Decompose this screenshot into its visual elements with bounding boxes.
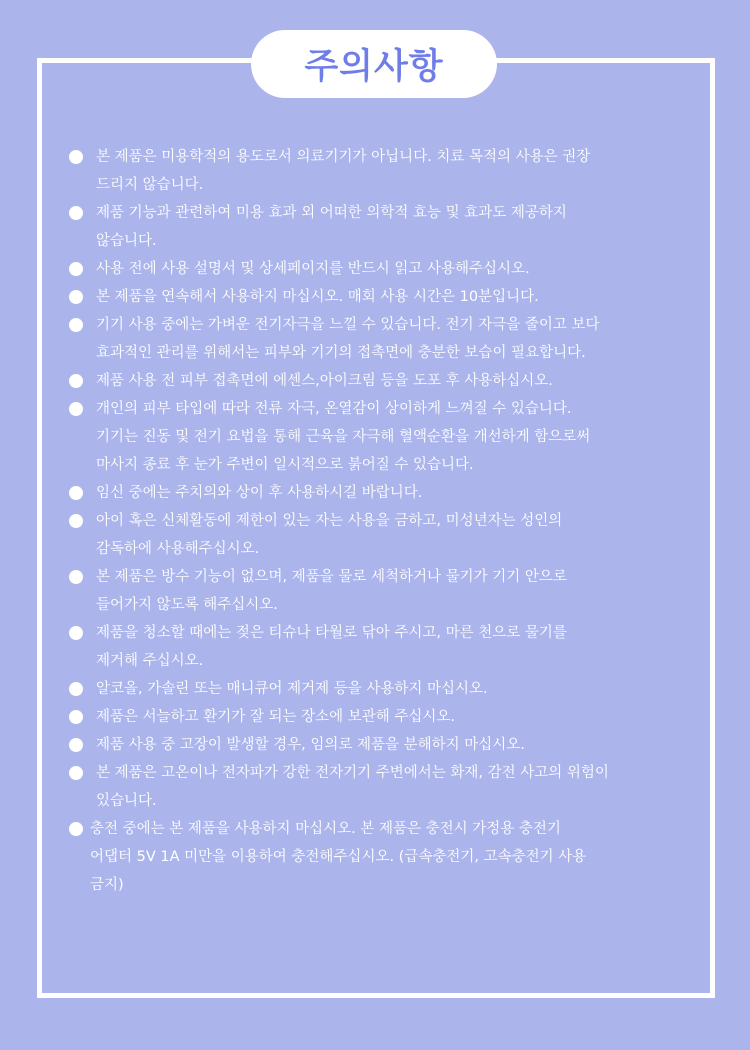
caution-text: 아이 혹은 신체활동에 제한이 있는 자는 사용을 금하고, 미성년자는 성인의 감독하에 사용해주십시오. <box>96 513 563 557</box>
caution-text: 본 제품은 방수 기능이 없으며, 제품을 물로 세척하거나 물기가 기기 안으로 들어가지 않도록 해주십시오. <box>96 569 567 613</box>
bullet-icon <box>69 374 83 388</box>
bullet-icon <box>69 262 83 276</box>
bullet-icon <box>69 626 83 640</box>
caution-item-2 <box>66 199 696 255</box>
caution-item-8 <box>66 479 696 507</box>
caution-item-6 <box>66 367 696 395</box>
bullet-icon <box>69 290 83 304</box>
caution-item-16 <box>66 815 696 899</box>
caution-item-10 <box>66 563 696 619</box>
caution-item-14 <box>66 731 696 759</box>
caution-item-7 <box>66 395 696 479</box>
caution-text: 제품 사용 전 피부 접촉면에 에센스,아이크림 등을 도포 후 사용하십시오. <box>96 373 553 389</box>
caution-text: 본 제품은 미용학적의 용도로서 의료기기가 아닙니다. 치료 목적의 사용은 권장 드리지 않습니다. <box>96 149 591 193</box>
bullet-icon <box>69 150 83 164</box>
caution-text: 본 제품을 연속해서 사용하지 마십시오. 매회 사용 시간은 10분입니다. <box>96 289 539 305</box>
caution-text: 제품을 청소할 때에는 젖은 티슈나 타월로 닦아 주시고, 마른 천으로 물기를 제거해 주십시오. <box>96 625 567 669</box>
caution-text: 기기 사용 중에는 가벼운 전기자극을 느낄 수 있습니다. 전기 자극을 줄이고 보다 효과적인 관리를 위해서는 피부와 기기의 접촉면에 충분한 보습이 필요합니다. <box>96 317 600 361</box>
caution-item-13 <box>66 703 696 731</box>
bullet-icon <box>69 570 83 584</box>
caution-text: 제품 기능과 관련하여 미용 효과 외 어떠한 의학적 효능 및 효과도 제공하지 않습니다. <box>96 205 567 249</box>
caution-item-11 <box>66 619 696 675</box>
caution-text: 사용 전에 사용 설명서 및 상세페이지를 반드시 읽고 사용해주십시오. <box>96 261 530 277</box>
bullet-icon <box>69 822 83 836</box>
caution-item-5 <box>66 311 696 367</box>
bullet-icon <box>69 710 83 724</box>
caution-text: 개인의 피부 타입에 따라 전류 자극, 온열감이 상이하게 느껴질 수 있습니다. 기기는 진동 및 전기 요법을 통해 근육을 자극해 혈액순환을 개선하게 함으로써 마사지 종료 후 눈가 주변이 일시적으로 붉어질 수 있습니다. <box>96 401 591 473</box>
caution-item-12 <box>66 675 696 703</box>
bullet-icon <box>69 738 83 752</box>
caution-list <box>66 143 696 899</box>
caution-text: 제품 사용 중 고장이 발생할 경우, 임의로 제품을 분해하지 마십시오. <box>96 737 525 753</box>
caution-text: 본 제품은 고온이나 전자파가 강한 전자기기 주변에서는 화재, 감전 사고의 위험이 있습니다. <box>96 765 609 809</box>
title-pill <box>251 30 497 98</box>
caution-item-4 <box>66 283 696 311</box>
bullet-icon <box>69 682 83 696</box>
bullet-icon <box>69 402 83 416</box>
caution-text: 임신 중에는 주치의와 상이 후 사용하시길 바랍니다. <box>96 485 423 501</box>
caution-text: 알코올, 가솔린 또는 매니큐어 제거제 등을 사용하지 마십시오. <box>96 681 488 697</box>
page-title: 주의사항 <box>304 47 444 87</box>
bullet-icon <box>69 514 83 528</box>
caution-item-15 <box>66 759 696 815</box>
caution-item-9 <box>66 507 696 563</box>
bullet-icon <box>69 766 83 780</box>
bullet-icon <box>69 318 83 332</box>
caution-item-3 <box>66 255 696 283</box>
bullet-icon <box>69 486 83 500</box>
caution-text: 제품은 서늘하고 환기가 잘 되는 장소에 보관해 주십시오. <box>96 709 456 725</box>
bullet-icon <box>69 206 83 220</box>
caution-item-1 <box>66 143 696 199</box>
caution-text: 충전 중에는 본 제품을 사용하지 마십시오. 본 제품은 충전시 가정용 충전기 어댑터 5V 1A 미만을 이용하여 충전해주십시오. (급속충전기, 고속충전기 사용 금지) <box>90 821 587 893</box>
